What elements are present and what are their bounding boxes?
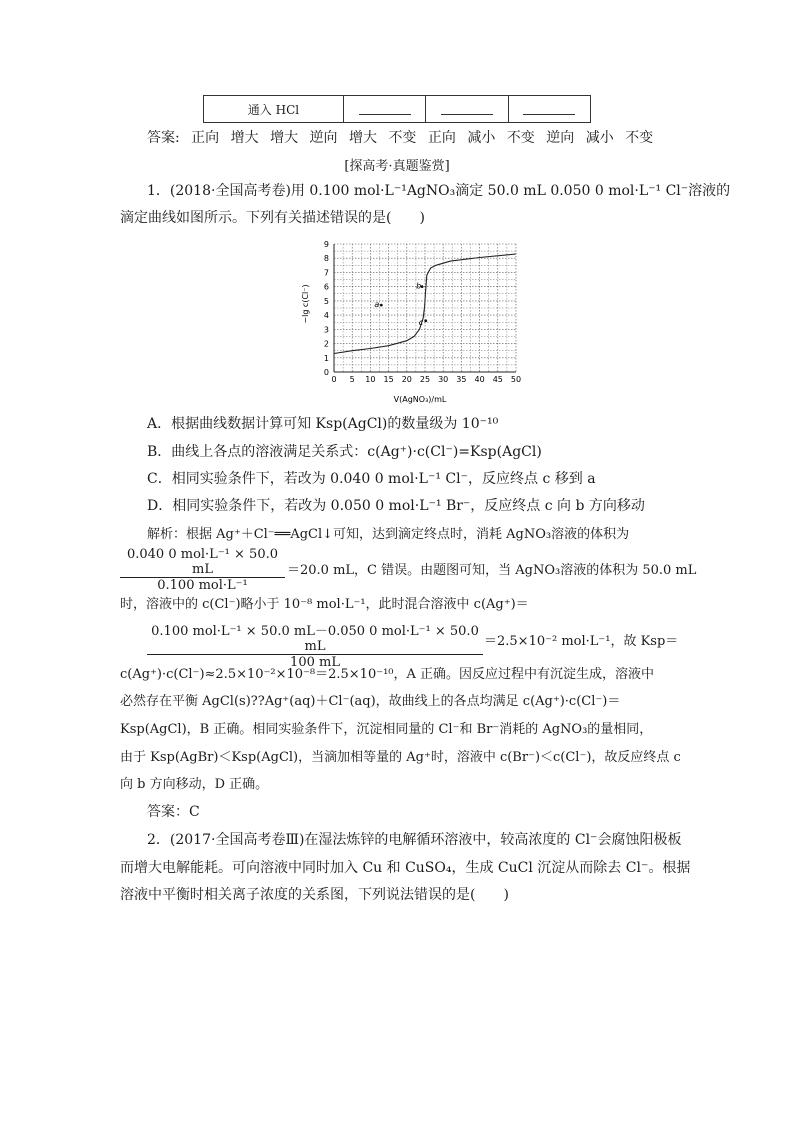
solution-line4: ＝2.5×10⁻² mol·L⁻¹，故 Ksp＝ [484,634,679,649]
fraction-2-numerator: 0.100 mol·L⁻¹ × 50.0 mL－0.050 0 mol·L⁻¹ × 50.0 mL [151,624,479,654]
answer-item: 正向 [427,130,456,146]
fraction-1 [120,547,285,593]
x-tick-label: 25 [419,375,431,384]
y-tick-label: 8 [323,254,329,264]
solution-line6: 必然存在平衡 AgCl(s)??Ag⁺(aq)＋Cl⁻(aq)，故曲线上的各点均满足 c(Ag⁺)·c(Cl⁻)＝ [120,694,621,709]
answer-item: 增大 [230,130,259,146]
point-a [380,304,383,307]
q2-stem-line2: 而增大电解能耗。可向溶液中同时加入 Cu 和 CuSO₄，生成 CuCl 沉淀从而除去 Cl⁻。根据 [120,860,691,876]
y-tick-label: 0 [323,368,329,377]
y-tick-label: 6 [323,282,329,292]
answer-label: 答案: [147,130,180,146]
answer-item: 逆向 [546,130,575,146]
table-blank-1 [344,96,426,122]
y-tick-label: 2 [323,339,329,349]
y-tick-label: 3 [323,325,329,335]
solution-line7: Ksp(AgCl)，B 正确。相同实验条件下，沉淀相同量的 Cl⁻和 Br⁻消耗的 AgNO₃的量相同， [120,722,653,737]
option-a: A．根据曲线数据计算可知 Ksp(AgCl)的数量级为 10⁻¹⁰ [147,416,499,432]
option-b: B．曲线上各点的溶液满足关系式：c(Ag⁺)·c(Cl⁻)=Ksp(AgCl) [147,444,542,460]
x-tick-label: 45 [492,375,503,384]
q1-stem-line1: 1．(2018·全国高考卷)用 0.100 mol·L⁻¹AgNO₃滴定 50.0 mL 0.050 0 mol·L⁻¹ Cl⁻溶液的 [147,183,731,199]
y-tick-label: 7 [323,268,329,278]
answer-item: 增大 [270,130,299,146]
answer-item: 减小 [585,130,614,146]
answer-item: 减小 [467,130,496,146]
option-d: D．相同实验条件下，若改为 0.050 0 mol·L⁻¹ Br⁻，反应终点 c 向 b 方向移动 [147,498,645,514]
option-c: C．相同实验条件下，若改为 0.040 0 mol·L⁻¹ Cl⁻，反应终点 c 移到 a [147,471,596,487]
answer-row [147,127,660,147]
table-blank-2 [426,96,508,122]
table-blank-3 [509,96,590,122]
solution-line5: c(Ag⁺)·c(Cl⁻)≈2.5×10⁻²×10⁻⁸＝2.5×10⁻¹⁰，A 正确。因反应过程中有沉淀生成，溶液中 [120,667,655,682]
x-tick-label: 0 [331,375,337,384]
y-tick-label: 5 [323,296,329,306]
x-tick-label: 5 [349,375,355,384]
solution-line9: 向 b 方向移动，D 正确。 [120,777,269,792]
x-tick-label: 50 [510,375,522,384]
solution-line8: 由于 Ksp(AgBr)＜Ksp(AgCl)，当滴加相等量的 Ag⁺时，溶液中 c(Br⁻)＜c(Cl⁻)，故反应终点 c [120,750,681,765]
x-tick-label: 10 [365,375,376,384]
x-tick-label: 20 [401,375,412,384]
condition-table [203,95,591,123]
point-label-b: b [416,281,422,291]
q1-stem-line2: 滴定曲线如图所示。下列有关描述错误的是( ) [120,210,425,226]
y-tick-label: 9 [323,240,329,249]
x-tick-label: 40 [474,375,485,384]
fraction-1-numerator: 0.040 0 mol·L⁻¹ × 50.0 mL [126,547,278,577]
point-c [424,319,427,322]
q1-answer: 答案：C [147,804,200,820]
x-tick-label: 35 [456,375,467,384]
section-title: [探高考·真题鉴赏] [344,159,450,174]
answer-item: 增大 [348,130,377,146]
point-label-c: c [418,317,424,327]
titration-chart [296,236,556,406]
solution-line2: ＝20.0 mL，C 错误。由题图可知，当 AgNO₃溶液的体积为 50.0 mL [287,563,697,578]
y-axis-label: −lg c(Cl⁻) [301,284,310,324]
q2-stem-line3: 溶液中平衡时相关离子浓度的关系图，下列说法错误的是( ) [120,887,509,903]
answer-item: 不变 [388,130,417,146]
x-tick-label: 30 [438,375,449,384]
y-tick-label: 4 [323,311,329,321]
x-tick-label: 15 [383,375,394,384]
point-label-a: a [374,300,380,310]
table-row-label: 通入 HCl [204,96,344,122]
answer-item: 不变 [625,130,654,146]
fraction-2-denominator: 100 mL [147,654,483,670]
fraction-1-denominator: 0.100 mol·L⁻¹ [120,577,285,593]
answer-item: 正向 [191,130,220,146]
x-axis-label: V(AgNO₃)/mL [393,395,447,404]
answer-item: 不变 [506,130,535,146]
q2-stem-line1: 2．(2017·全国高考卷Ⅲ)在湿法炼锌的电解循环溶液中，较高浓度的 Cl⁻会腐蚀阳极板 [147,832,682,848]
answer-item: 逆向 [309,130,338,146]
solution-line3: 时，溶液中的 c(Cl⁻)略小于 10⁻⁸ mol·L⁻¹，此时混合溶液中 c(Ag⁺)＝ [120,597,529,612]
solution-line1: 解析：根据 Ag⁺＋Cl⁻══AgCl↓可知，达到滴定终点时，消耗 AgNO₃溶液的体积为 [147,527,630,542]
y-tick-label: 1 [323,353,329,363]
